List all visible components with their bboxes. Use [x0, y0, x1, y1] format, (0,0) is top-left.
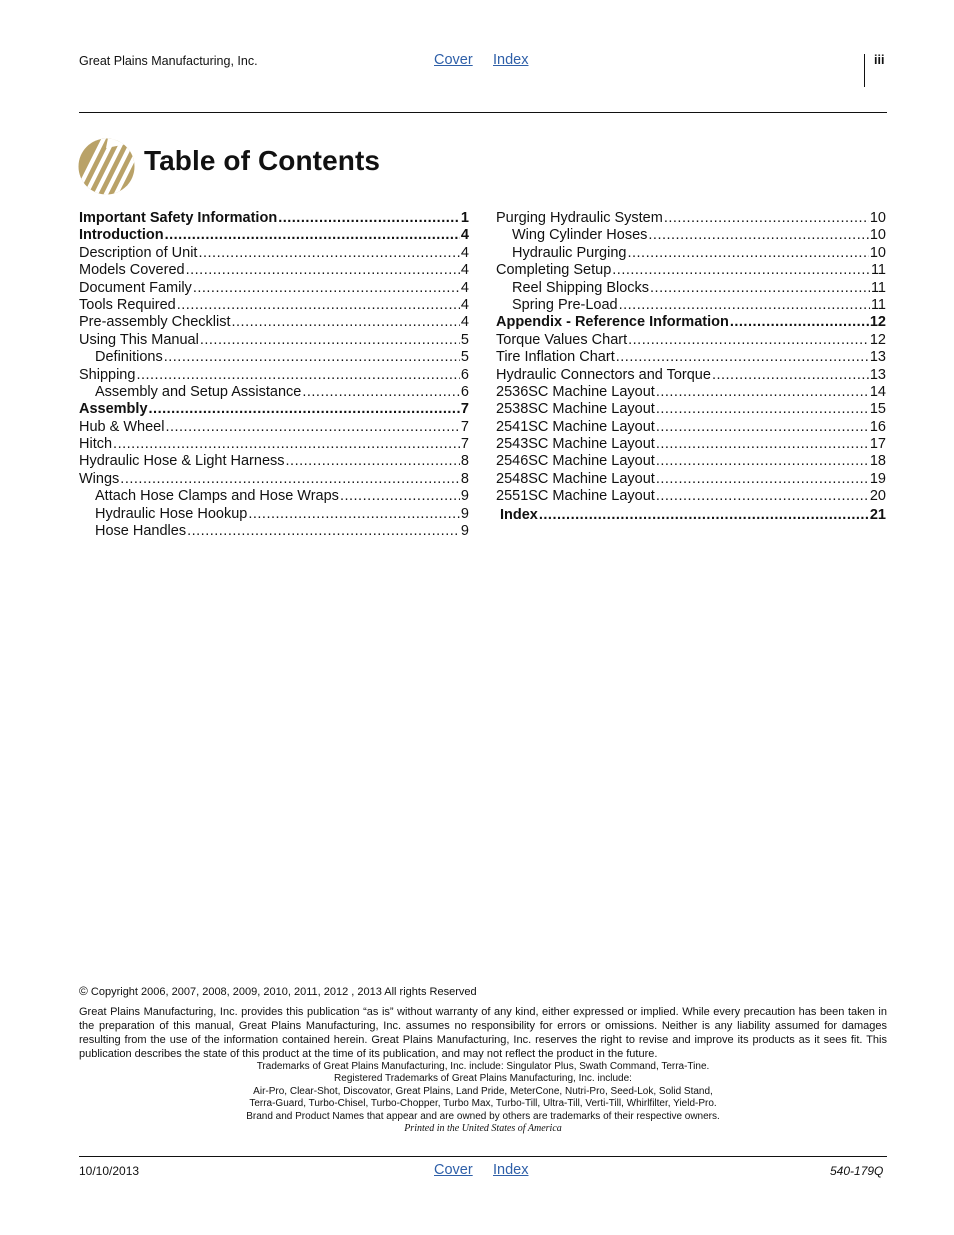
- disclaimer-text: Great Plains Manufacturing, Inc. provides this publication “as is” without warranty of any kind, either expressed or implied. While every precaution has been taken in the preparation of this manual, Great Plains Manufacturing, Inc. assumes no responsibility for errors or omissions. Neither is any liability assumed for damages resulting from the use of the information contained herein. Great Plains Manufacturing, Inc. reserves the right to revise and improve its products as it sees fit. This publication describes the state of this product at the time of its publication, and may not reflect the product in the future.: [79, 1006, 887, 1060]
- toc-entry[interactable]: [79, 297, 469, 314]
- toc-entry-leader: [165, 419, 459, 436]
- toc-entry-leader: [164, 349, 460, 366]
- toc-entry[interactable]: [79, 506, 469, 523]
- toc-entry-label: Purging Hydraulic System: [496, 210, 663, 226]
- toc-entry[interactable]: [496, 471, 886, 488]
- toc-entry-page: 9: [460, 505, 469, 522]
- toc-entry-label: Tools Required: [79, 296, 176, 313]
- toc-entry-label: Introduction: [79, 227, 164, 244]
- footer-document-code: 540-179Q: [830, 1164, 884, 1178]
- toc-entry-label: Document Family: [79, 279, 192, 296]
- toc-entry-leader: [186, 262, 460, 279]
- footer-index-link[interactable]: Index: [493, 1162, 529, 1178]
- toc-entry[interactable]: [79, 523, 469, 540]
- toc-entry-page: 13: [869, 366, 886, 383]
- toc-entry[interactable]: [496, 507, 886, 524]
- toc-entry[interactable]: [79, 419, 469, 436]
- toc-entry-page: 4: [460, 296, 469, 313]
- toc-entry-page: 12: [869, 331, 886, 348]
- toc-entry[interactable]: [79, 401, 469, 418]
- toc-entry-page: 4: [460, 279, 469, 296]
- toc-entry-page: 8: [460, 470, 469, 487]
- toc-entry[interactable]: [79, 367, 469, 384]
- toc-entry-leader: [656, 384, 869, 401]
- toc-entry-leader: [278, 210, 460, 227]
- toc-entry-page: 9: [460, 488, 469, 505]
- toc-entry-page: 4: [460, 227, 469, 244]
- toc-entry-label: 2543SC Machine Layout: [496, 436, 655, 453]
- toc-entry[interactable]: [496, 245, 886, 262]
- toc-entry-page: 5: [460, 349, 469, 366]
- toc-entry-leader: [656, 471, 869, 488]
- toc-entry-page: 4: [460, 244, 469, 261]
- toc-entry-leader: [302, 384, 460, 401]
- toc-entry-page: 20: [869, 488, 886, 505]
- toc-entry-page: 7: [460, 401, 469, 418]
- header-cover-link[interactable]: Cover: [434, 52, 473, 68]
- toc-entry-page: 17: [869, 436, 886, 453]
- toc-entry-leader: [628, 332, 869, 349]
- toc-entry-label: Definitions: [95, 349, 163, 366]
- toc-entry[interactable]: [79, 384, 469, 401]
- toc-entry-label: Pre-assembly Checklist: [79, 314, 231, 331]
- toc-entry[interactable]: [496, 453, 886, 470]
- toc-entry-leader: [656, 436, 869, 453]
- toc-entry-label: Tire Inflation Chart: [496, 349, 615, 366]
- toc-entry-leader: [730, 314, 869, 331]
- toc-entry-page: 18: [869, 453, 886, 470]
- toc-entry-label: Models Covered: [79, 262, 185, 279]
- toc-entry-label: Using This Manual: [79, 331, 199, 348]
- toc-entry[interactable]: [496, 401, 886, 418]
- toc-entry-page: 11: [870, 296, 886, 313]
- toc-entry[interactable]: [496, 332, 886, 349]
- toc-entry-label: Completing Setup: [496, 262, 612, 279]
- toc-entry-page: 8: [460, 453, 469, 470]
- toc-entry-leader: [656, 488, 869, 505]
- toc-entry-label: Hydraulic Hose Hookup: [95, 505, 248, 522]
- toc-entry-page: 19: [869, 470, 886, 487]
- toc-entry[interactable]: [79, 349, 469, 366]
- toc-entry-leader: [165, 227, 460, 244]
- toc-entry[interactable]: [496, 262, 886, 279]
- toc-entry-label: 2541SC Machine Layout: [496, 418, 655, 435]
- printed-in-usa: Printed in the United States of America: [404, 1123, 562, 1134]
- copyright-symbol: ©: [79, 984, 88, 998]
- toc-entry-leader: [200, 332, 460, 349]
- toc-entry-leader: [136, 367, 459, 384]
- toc-entry[interactable]: [79, 262, 469, 279]
- toc-entry-leader: [248, 506, 460, 523]
- toc-entry[interactable]: [79, 314, 469, 331]
- toc-right-column: [496, 210, 886, 524]
- toc-left-column: [79, 210, 469, 540]
- toc-entry-label: Hydraulic Hose & Light Harness: [79, 453, 285, 470]
- toc-entry-page: 15: [869, 401, 886, 418]
- toc-entry-page: 9: [460, 523, 469, 540]
- toc-entry-label: Torque Values Chart: [496, 331, 628, 348]
- others-trademarks-line: Brand and Product Names that appear and are owned by others are trademarks of their respective owners.: [246, 1111, 720, 1122]
- toc-entry-label: 2536SC Machine Layout: [496, 383, 655, 400]
- footer-rule: [79, 1156, 887, 1157]
- toc-entry-leader: [286, 453, 460, 470]
- footer-date: 10/10/2013: [79, 1164, 140, 1178]
- toc-entry[interactable]: [496, 210, 886, 227]
- toc-entry-leader: [149, 401, 460, 418]
- toc-entry[interactable]: [496, 297, 886, 314]
- toc-entry[interactable]: [79, 210, 469, 227]
- toc-entry-leader: [616, 349, 869, 366]
- toc-entry-leader: [619, 297, 870, 314]
- toc-entry[interactable]: [496, 384, 886, 401]
- toc-entry[interactable]: [79, 471, 469, 488]
- header-page-number: iii: [874, 53, 885, 67]
- toc-entry-leader: [198, 245, 459, 262]
- toc-entry-label: 2546SC Machine Layout: [496, 453, 655, 470]
- toc-entry-label: Reel Shipping Blocks: [512, 279, 650, 296]
- toc-entry-label: Attach Hose Clamps and Hose Wraps: [95, 488, 339, 505]
- toc-entry-page: 10: [869, 244, 886, 261]
- toc-entry-label: Hydraulic Connectors and Torque: [496, 366, 711, 383]
- toc-entry-leader: [177, 297, 460, 314]
- toc-entry-label: Description of Unit: [79, 244, 198, 261]
- toc-entry-label: Wings: [79, 470, 120, 487]
- header-index-link[interactable]: Index: [493, 52, 529, 68]
- header-company-name: Great Plains Manufacturing, Inc.: [79, 54, 258, 68]
- toc-entry-leader: [712, 367, 869, 384]
- toc-entry-leader: [113, 436, 460, 453]
- toc-entry-label: Spring Pre-Load: [512, 296, 618, 313]
- toc-entry[interactable]: [496, 367, 886, 384]
- toc-entry-label: 2548SC Machine Layout: [496, 470, 655, 487]
- toc-entry-label: 2538SC Machine Layout: [496, 401, 655, 418]
- footer-cover-link[interactable]: Cover: [434, 1162, 473, 1178]
- toc-entry-page: 7: [460, 436, 469, 453]
- toc-entry-leader: [539, 507, 869, 524]
- trademarks-line: Trademarks of Great Plains Manufacturing, Inc. include: Singulator Plus, Swath Command, Terra-Tine.: [256, 1061, 710, 1072]
- page-title: Table of Contents: [144, 145, 381, 176]
- toc-entry[interactable]: [79, 488, 469, 505]
- toc-entry-page: 21: [869, 506, 886, 523]
- copyright-text: Copyright 2006, 2007, 2008, 2009, 2010, 2011, 2012 , 2013 All rights Reserved: [90, 986, 477, 998]
- toc-entry-leader: [232, 314, 460, 331]
- toc-entry-leader: [656, 419, 869, 436]
- toc-entry-leader: [656, 401, 869, 418]
- toc-entry[interactable]: [496, 419, 886, 436]
- toc-entry[interactable]: [79, 245, 469, 262]
- registered-trademarks-heading: Registered Trademarks of Great Plains Manufacturing, Inc. include:: [334, 1073, 632, 1084]
- toc-entry-label: Hose Handles: [95, 523, 187, 540]
- toc-entry-page: 7: [460, 418, 469, 435]
- toc-entry-page: 16: [869, 418, 886, 435]
- toc-entry-label: Hitch: [79, 436, 113, 453]
- toc-entry[interactable]: [79, 453, 469, 470]
- registered-trademarks-line-2: Terra-Guard, Turbo-Chisel, Turbo-Chopper, Turbo Max, Turbo-Till, Ultra-Till, Verti-Till, Whirlfilter, Yield-Pro.: [249, 1098, 717, 1109]
- toc-entry-leader: [187, 523, 460, 540]
- toc-entry-leader: [193, 280, 460, 297]
- toc-entry-label: Hydraulic Purging: [512, 244, 627, 261]
- toc-entry-label: Assembly and Setup Assistance: [95, 383, 302, 400]
- toc-entry-label: Important Safety Information: [79, 210, 278, 226]
- toc-entry[interactable]: [496, 227, 886, 244]
- toc-entry-label: Assembly: [79, 401, 148, 418]
- toc-entry-label: Index: [500, 506, 538, 523]
- toc-entry[interactable]: [79, 332, 469, 349]
- toc-entry[interactable]: [496, 488, 886, 505]
- toc-entry-leader: [650, 280, 870, 297]
- toc-entry-page: 6: [460, 366, 469, 383]
- toc-entry-page: 6: [460, 383, 469, 400]
- toc-entry-page: 10: [869, 227, 886, 244]
- toc-entry-leader: [612, 262, 870, 279]
- toc-entry-label: Wing Cylinder Hoses: [512, 227, 648, 244]
- toc-entry[interactable]: [79, 227, 469, 244]
- toc-entry-leader: [664, 210, 869, 227]
- toc-entry-page: 12: [869, 314, 886, 331]
- toc-entry[interactable]: [79, 280, 469, 297]
- toc-entry[interactable]: [496, 280, 886, 297]
- copyright-line: [79, 984, 477, 998]
- header-divider: [864, 54, 865, 87]
- toc-entry-label: Hub & Wheel: [79, 418, 165, 435]
- toc-entry-page: 4: [460, 314, 469, 331]
- toc-entry-leader: [120, 471, 460, 488]
- toc-entry[interactable]: [496, 436, 886, 453]
- toc-entry-label: Appendix - Reference Information: [496, 314, 729, 331]
- toc-entry-label: 2551SC Machine Layout: [496, 488, 655, 505]
- header-rule: [79, 112, 887, 113]
- toc-entry-page: 14: [869, 383, 886, 400]
- toc-entry[interactable]: [496, 314, 886, 331]
- toc-entry-page: 13: [869, 349, 886, 366]
- great-plains-logo-icon: [78, 138, 135, 195]
- toc-entry-page: 1: [460, 210, 469, 226]
- toc-entry-leader: [340, 488, 460, 505]
- toc-entry-page: 10: [869, 210, 886, 226]
- toc-entry-leader: [656, 453, 869, 470]
- toc-entry[interactable]: [496, 349, 886, 366]
- toc-entry-page: 4: [460, 262, 469, 279]
- registered-trademarks-line-1: Air-Pro, Clear-Shot, Discovator, Great Plains, Land Pride, MeterCone, Nutri-Pro, Seed-Lok, Solid Stand,: [253, 1086, 713, 1097]
- toc-entry-page: 11: [870, 262, 886, 279]
- toc-entry-leader: [648, 227, 868, 244]
- toc-entry-leader: [627, 245, 868, 262]
- toc-entry-page: 5: [460, 331, 469, 348]
- toc-entry[interactable]: [79, 436, 469, 453]
- toc-entry-page: 11: [870, 279, 886, 296]
- toc-entry-label: Shipping: [79, 366, 136, 383]
